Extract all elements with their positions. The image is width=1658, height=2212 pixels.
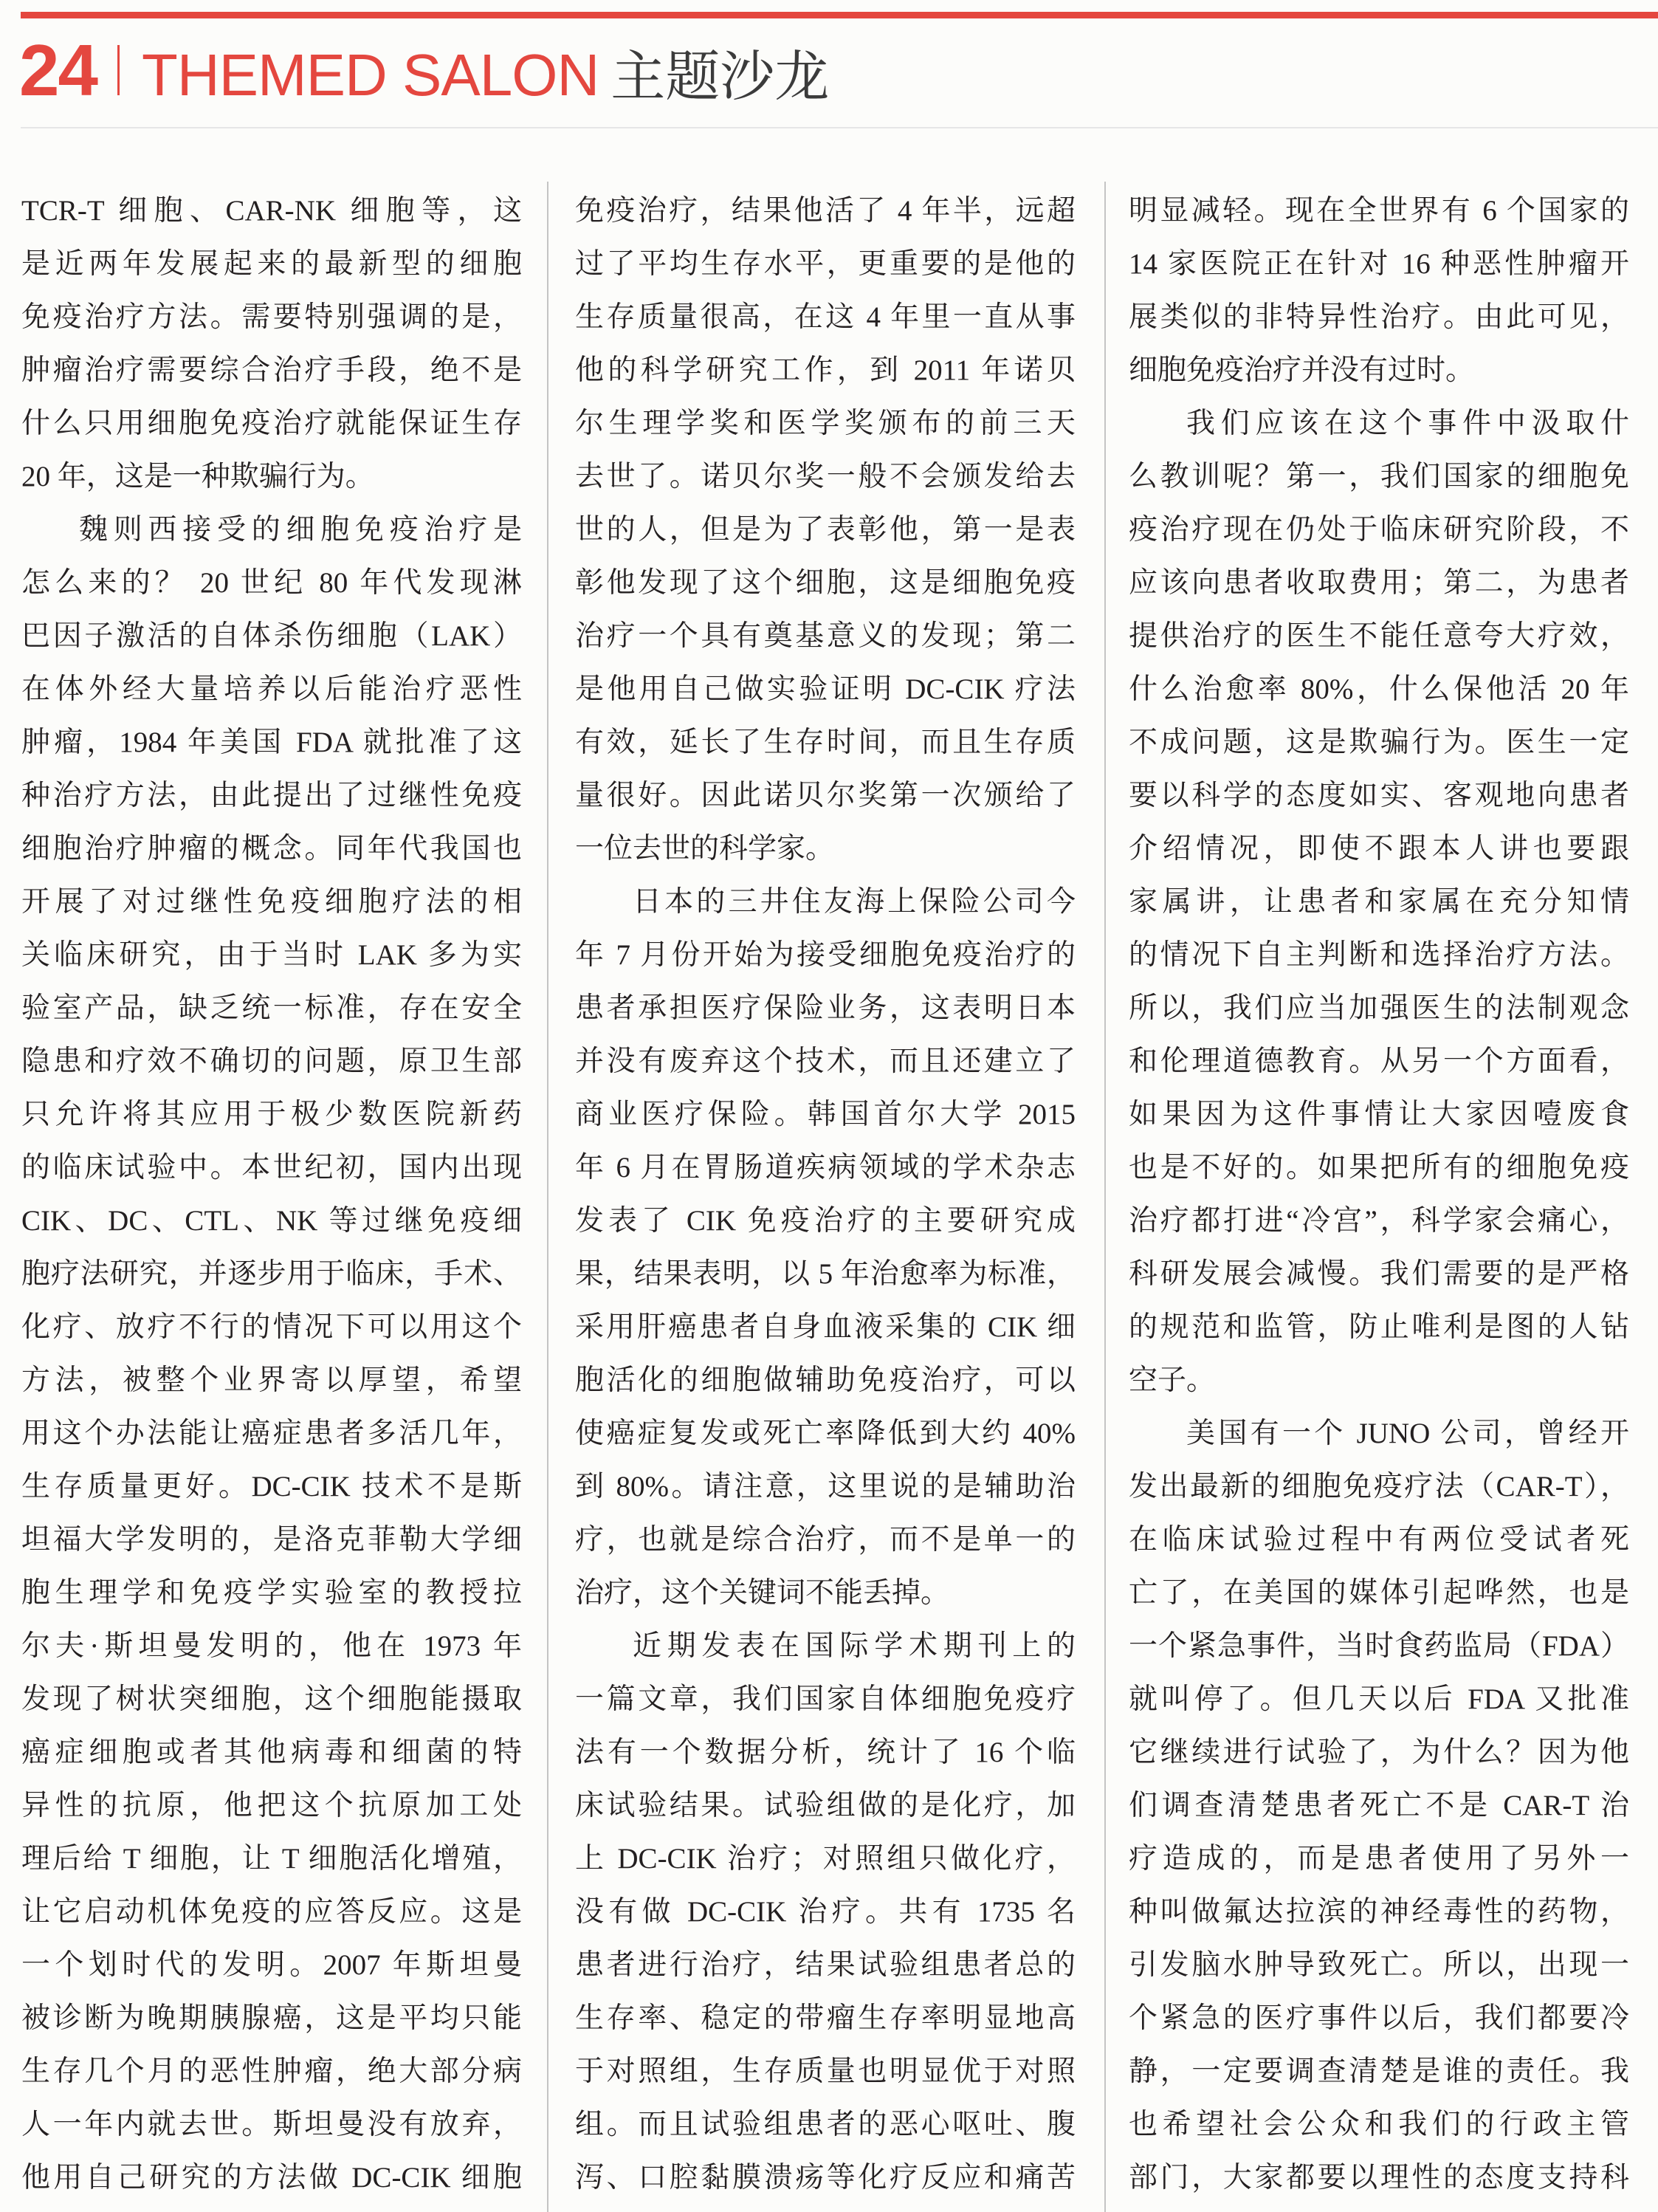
section-title-en: THEMED SALON: [142, 42, 599, 108]
text-line: 的临床试验中。本世纪初，国内出现: [21, 1152, 522, 1184]
text-line: 就叫停了。但几天以后 FDA 又批准: [1129, 1683, 1629, 1715]
column-divider: [547, 182, 548, 2212]
paragraph: [1129, 185, 1629, 397]
text-line: 巴因子激活的自体杀伤细胞（LAK）: [21, 620, 522, 652]
text-line: 疗，也就是综合治疗，而不是单一的: [575, 1524, 1076, 1556]
text-column-3: [1129, 185, 1629, 2205]
text-line: 我们应该在这个事件中汲取什: [1186, 408, 1629, 439]
text-line: 尔生理学奖和医学奖颁布的前三天: [575, 408, 1076, 439]
text-line: 到 80%。请注意，这里说的是辅助治: [575, 1471, 1076, 1502]
text-line: 20 年，这是一种欺骗行为。: [21, 461, 374, 492]
text-line: 患者承担医疗保险业务，这表明日本: [575, 992, 1076, 1024]
text-line: TCR-T 细胞、CAR-NK 细胞等，这: [21, 195, 522, 227]
text-line: 种治疗方法，由此提出了过继性免疫: [21, 780, 522, 811]
text-line: 魏则西接受的细胞免疫治疗是: [79, 514, 522, 546]
text-line: 癌症细胞或者其他病毒和细菌的特: [21, 1737, 522, 1768]
text-line: 生存质量很高，在这 4 年里一直从事: [575, 301, 1076, 333]
text-line: 年 6 月在胃肠道疾病领域的学术杂志: [575, 1152, 1076, 1184]
text-line: 世的人，但是为了表彰他，第一是表: [575, 514, 1076, 546]
page-number: 24: [19, 30, 97, 111]
text-line: 日本的三井住友海上保险公司今: [633, 886, 1076, 918]
text-line: 生存几个月的恶性肿瘤，绝大部分病: [21, 2055, 522, 2087]
text-line: 要以科学的态度如实、客观地向患者: [1129, 780, 1629, 811]
text-line: 近期发表在国际学术期刊上的: [633, 1630, 1076, 1662]
paragraph: [1129, 1407, 1629, 2205]
text-line: 是他用自己做实验证明 DC-CIK 疗法: [575, 673, 1076, 705]
paragraph: [575, 1620, 1076, 2205]
text-line: 一个紧急事件，当时食药监局（FDA）: [1129, 1630, 1629, 1662]
paragraph: [575, 185, 1076, 876]
text-line: 理后给 T 细胞，让 T 细胞活化增殖，: [21, 1843, 522, 1875]
text-line: 年 7 月份开始为接受细胞免疫治疗的: [575, 939, 1076, 971]
text-column-1: [21, 185, 522, 2205]
text-line: 部门，大家都要以理性的态度支持科: [1129, 2162, 1629, 2194]
text-line: 不成问题，这是欺骗行为。医生一定: [1129, 727, 1629, 758]
text-line: 胞疗法研究，并逐步用于临床，手术、: [21, 1258, 522, 1290]
text-line: 验室产品，缺乏统一标准，存在安全: [21, 992, 522, 1024]
text-line: 细胞治疗肿瘤的概念。同年代我国也: [21, 833, 522, 865]
text-line: 疫治疗现在仍处于临床研究阶段，不: [1129, 514, 1629, 546]
text-line: 治疗，这个关键词不能丢掉。: [575, 1577, 950, 1609]
text-line: 发表了 CIK 免疫治疗的主要研究成: [575, 1205, 1076, 1237]
text-line: 细胞免疫治疗并没有过时。: [1129, 354, 1475, 386]
text-line: 介绍情况，即使不跟本人讲也要跟: [1129, 833, 1629, 865]
text-line: 和伦理道德教育。从另一个方面看，: [1129, 1045, 1629, 1077]
text-line: 静，一定要调查清楚是谁的责任。我: [1129, 2055, 1629, 2087]
text-line: 的规范和监管，防止唯利是图的人钻: [1129, 1311, 1629, 1343]
text-line: 有效，延长了生存时间，而且生存质: [575, 727, 1076, 758]
text-line: CIK、DC、CTL、NK 等过继免疫细: [21, 1205, 522, 1237]
text-line: 14 家医院正在针对 16 种恶性肿瘤开: [1129, 248, 1629, 280]
header-separator: [117, 45, 120, 95]
text-line: 疗造成的，而是患者使用了另外一: [1129, 1843, 1629, 1875]
text-line: 泻、口腔黏膜溃疡等化疗反应和痛苦: [575, 2162, 1076, 2194]
text-line: 法有一个数据分析，统计了 16 个临: [575, 1737, 1076, 1768]
text-line: 是近两年发展起来的最新型的细胞: [21, 248, 522, 280]
text-line: 开展了对过继性免疫细胞疗法的相: [21, 886, 522, 918]
text-line: 亡了，在美国的媒体引起哗然，也是: [1129, 1577, 1629, 1609]
page-header: [19, 30, 830, 113]
text-line: 关临床研究，由于当时 LAK 多为实: [21, 939, 522, 971]
text-line: 去世了。诺贝尔奖一般不会颁发给去: [575, 461, 1076, 492]
text-line: 怎么来的？ 20 世纪 80 年代发现淋: [21, 567, 522, 599]
text-line: 胞生理学和免疫学实验室的教授拉: [21, 1577, 522, 1609]
text-line: 提供治疗的医生不能任意夸大疗效，: [1129, 620, 1629, 652]
text-line: 应该向患者收取费用；第二，为患者: [1129, 567, 1629, 599]
text-line: 于对照组，生存质量也明显优于对照: [575, 2055, 1076, 2087]
text-line: 异性的抗原，他把这个抗原加工处: [21, 1790, 522, 1821]
text-line: 组。而且试验组患者的恶心呕吐、腹: [575, 2109, 1076, 2140]
text-line: 它继续进行试验了，为什么？因为他: [1129, 1737, 1629, 1768]
text-line: 发出最新的细胞免疫疗法（CAR-T），: [1129, 1471, 1629, 1502]
text-line: 也希望社会公众和我们的行政主管: [1129, 2109, 1629, 2140]
text-line: 免疫治疗，结果他活了 4 年半，远超: [575, 195, 1076, 227]
text-column-2: [575, 185, 1076, 2205]
text-line: 用这个办法能让癌症患者多活几年，: [21, 1418, 522, 1449]
text-line: 只允许将其应用于极少数医院新药: [21, 1099, 522, 1130]
paragraph: [21, 504, 522, 2205]
text-line: 化疗、放疗不行的情况下可以用这个: [21, 1311, 522, 1343]
text-line: 尔夫·斯坦曼发明的，他在 1973 年: [21, 1630, 522, 1662]
text-line: 彰他发现了这个细胞，这是细胞免疫: [575, 567, 1076, 599]
text-line: 明显减轻。现在全世界有 6 个国家的: [1129, 195, 1629, 227]
header-rule: [21, 127, 1658, 128]
text-line: 的情况下自主判断和选择治疗方法。: [1129, 939, 1629, 971]
text-line: 被诊断为晚期胰腺癌，这是平均只能: [21, 2002, 522, 2034]
text-line: 让它启动机体免疫的应答反应。这是: [21, 1896, 522, 1928]
text-line: 胞活化的细胞做辅助免疫治疗，可以: [575, 1364, 1076, 1396]
text-line: 他的科学研究工作，到 2011 年诺贝: [575, 354, 1076, 386]
text-line: 患者进行治疗，结果试验组患者总的: [575, 1949, 1076, 1981]
text-line: 床试验结果。试验组做的是化疗，加: [575, 1790, 1076, 1821]
text-line: 一位去世的科学家。: [575, 833, 835, 865]
text-line: 空子。: [1129, 1364, 1216, 1396]
text-line: 什么只用细胞免疫治疗就能保证生存: [21, 408, 522, 439]
text-line: 坦福大学发明的，是洛克菲勒大学细: [21, 1524, 522, 1556]
text-line: 并没有废弃这个技术，而且还建立了: [575, 1045, 1076, 1077]
text-line: 上 DC-CIK 治疗；对照组只做化疗，: [575, 1843, 1076, 1875]
text-line: 他用自己研究的方法做 DC-CIK 细胞: [21, 2162, 522, 2194]
text-line: 引发脑水肿导致死亡。所以，出现一: [1129, 1949, 1629, 1981]
text-line: 方法，被整个业界寄以厚望，希望: [21, 1364, 522, 1396]
text-line: 个紧急的医疗事件以后，我们都要冷: [1129, 2002, 1629, 2034]
text-line: 在体外经大量培养以后能治疗恶性: [21, 673, 522, 705]
text-line: 家属讲，让患者和家属在充分知情: [1129, 886, 1629, 918]
text-line: 么教训呢？第一，我们国家的细胞免: [1129, 461, 1629, 492]
text-line: 所以，我们应当加强医生的法制观念: [1129, 992, 1629, 1024]
paragraph: [575, 876, 1076, 1620]
text-line: 治疗都打进“冷宫”，科学家会痛心，: [1129, 1205, 1629, 1237]
text-line: 人一年内就去世。斯坦曼没有放弃，: [21, 2109, 522, 2140]
text-line: 生存质量更好。DC-CIK 技术不是斯: [21, 1471, 522, 1502]
text-line: 科研发展会减慢。我们需要的是严格: [1129, 1258, 1629, 1290]
text-line: 也是不好的。如果把所有的细胞免疫: [1129, 1152, 1629, 1184]
text-line: 美国有一个 JUNO 公司，曾经开: [1186, 1418, 1629, 1449]
text-line: 肿瘤，1984 年美国 FDA 就批准了这: [21, 727, 522, 758]
section-title-zh: 主题沙龙: [610, 45, 830, 109]
text-line: 在临床试验过程中有两位受试者死: [1129, 1524, 1629, 1556]
text-line: 如果因为这件事情让大家因噎废食: [1129, 1099, 1629, 1130]
text-line: 采用肝癌患者自身血液采集的 CIK 细: [575, 1311, 1076, 1343]
top-rule: [21, 12, 1658, 18]
column-divider: [1104, 182, 1106, 2212]
text-line: 免疫治疗方法。需要特别强调的是，: [21, 301, 522, 333]
text-line: 过了平均生存水平，更重要的是他的: [575, 248, 1076, 280]
text-line: 使癌症复发或死亡率降低到大约 40%: [575, 1418, 1076, 1449]
text-line: 一篇文章，我们国家自体细胞免疫疗: [575, 1683, 1076, 1715]
text-line: 种叫做氟达拉滨的神经毒性的药物，: [1129, 1896, 1629, 1928]
text-line: 肿瘤治疗需要综合治疗手段，绝不是: [21, 354, 522, 386]
text-line: 果，结果表明，以 5 年治愈率为标准，: [575, 1258, 1076, 1290]
text-line: 没有做 DC-CIK 治疗。共有 1735 名: [575, 1896, 1076, 1928]
text-line: 展类似的非特异性治疗。由此可见，: [1129, 301, 1629, 333]
text-line: 发现了树状突细胞，这个细胞能摄取: [21, 1683, 522, 1715]
text-line: 商业医疗保险。韩国首尔大学 2015: [575, 1099, 1076, 1130]
text-line: 隐患和疗效不确切的问题，原卫生部: [21, 1045, 522, 1077]
text-line: 们调查清楚患者死亡不是 CAR-T 治: [1129, 1790, 1629, 1821]
text-line: 什么治愈率 80%，什么保他活 20 年: [1129, 673, 1629, 705]
text-line: 量很好。因此诺贝尔奖第一次颁给了: [575, 780, 1076, 811]
paragraph: [1129, 397, 1629, 1407]
text-line: 一个划时代的发明。2007 年斯坦曼: [21, 1949, 522, 1981]
paragraph: [21, 185, 522, 504]
text-line: 治疗一个具有奠基意义的发现；第二: [575, 620, 1076, 652]
text-line: 生存率、稳定的带瘤生存率明显地高: [575, 2002, 1076, 2034]
